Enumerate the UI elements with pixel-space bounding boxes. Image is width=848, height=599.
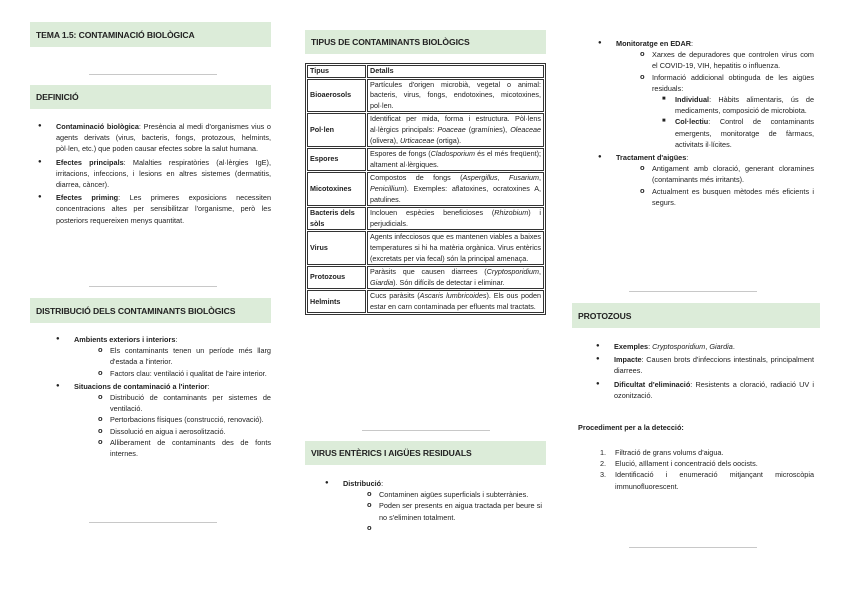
table-row: Bioaerosols Partícules d'origen microbià, vegetal o animal: bacteris, virus, fongs, endotoxines, micotoxines, pol·len. — [307, 79, 544, 113]
table-row: Bacteris dels sòls Inclouen espècies beneficioses (Rhizobium) i perjudicials. — [307, 207, 544, 230]
procediment-steps — [596, 447, 814, 492]
procediment-label: Procediment per a la detecció: — [578, 423, 684, 432]
list-item: ● Dificultat d'eliminació: Resistents a cloració, radiació UV i ozonització. — [596, 379, 814, 401]
list-item: o Poden ser presents en aigua tractada per beure si no s'eliminen totalment. — [361, 500, 542, 522]
protozous-heading: PROTOZOUS — [572, 303, 820, 328]
divider — [362, 430, 490, 431]
list-item: 1. Filtració de grans volums d'aigua. — [600, 448, 724, 457]
definicio-heading: DEFINICIÓ — [30, 85, 271, 109]
table-row: Pol·len Identificat per mida, forma i estructura. Pòl·lens al·lèrgics principals: Poaceae (gramínies), Oleaceae (olivera), Urticaceae (ortiga). — [307, 113, 544, 147]
list-item: ■ Col·lectiu: Control de contaminants emergents, monitoratge de fàrmacs, activitats il·lícites. — [660, 116, 814, 150]
list-item: o Contaminen aigües superficials i subterrànies. — [361, 489, 542, 500]
list-item — [361, 523, 542, 534]
list-item: ● Ambients exteriors i interiors: o Els contaminants tenen un període més llarg d'estada a l'interior. o Factors clau: ventilació i qualitat de l'aire interior. — [56, 334, 271, 379]
list-item: o Actualment es busquen mètodes més eficients i segurs. — [634, 186, 814, 208]
distribucio-list — [56, 334, 271, 461]
divider — [629, 547, 757, 548]
column-header: Tipus — [307, 65, 366, 78]
list-item: o Dissolució en aigua i aerosolització. — [92, 426, 271, 437]
divider — [629, 291, 757, 292]
table-row: Espores Espores de fongs (Cladosporium és el més freqüent); altament al·lèrgiques. — [307, 148, 544, 171]
list-item: ● Contaminació biològica: Presència al medi d'organismes vius o agents derivats (virus, bacteris, fongs, protozous, helmints, pòl·len, etc.) que poden causar efectes sobre la salut humana. — [38, 121, 271, 155]
list-item: ● Distribució: o Contaminen aigües superficials i subterrànies. o Poden ser presents en aigua tractada per beure si no s'eliminen totalment. o — [325, 478, 542, 534]
list-item: o Pertorbacions físiques (construcció, renovació). — [92, 414, 271, 425]
list-item: o Factors clau: ventilació i qualitat de l'aire interior. — [92, 368, 271, 379]
list-item: o Distribució de contaminants per sistemes de ventilació. — [92, 392, 271, 414]
column-header: Detalls — [367, 65, 544, 78]
table-row: Protozous Paràsits que causen diarrees (Cryptosporidium, Giardia). Són difícils de detectar i eliminar. — [307, 266, 544, 289]
list-item: 3. Identificació i enumeració mitjançant microscòpia immunofluorescent. — [600, 470, 814, 491]
divider — [89, 286, 217, 287]
list-item: o Els contaminants tenen un període més llarg d'estada a l'interior. — [92, 345, 271, 367]
list-item: ● Situacions de contaminació a l'interior: o Distribució de contaminants per sistemes de ventilació. o Pertorbacions físiques (construcció, renovació). o Dissolució en aigua i aerosolització. o Alliberament de contaminants des de fonts internes. — [56, 381, 271, 459]
list-item: ● Efectes priming: Les primeres exposicions necessiten concentracions altes per sensibilitzar l'organisme, però les posteriors requereixen menys quantitat. — [38, 192, 271, 226]
monitoratge-list — [598, 38, 814, 210]
table-row: Helmints Cucs paràsits (Ascaris lumbricoides). Els ous poden estar en carn contaminada per efluents mal tractats. — [307, 290, 544, 313]
page-title: TEMA 1.5: CONTAMINACIÓ BIOLÒGICA — [30, 22, 271, 47]
tipus-heading: TIPUS DE CONTAMINANTS BIOLÒGICS — [305, 30, 546, 54]
list-item: ● Exemples: Cryptosporidium, Giardia. — [596, 341, 814, 352]
table-row: Micotoxines Compostos de fongs (Aspergillus, Fusarium, Penicillium). Exemples: aflatoxines, ocratoxines A, patulines. — [307, 172, 544, 206]
divider — [89, 522, 217, 523]
list-item: ● Tractament d'aigües: o Antigament amb cloració, generant cloramines (contaminants més irritants). o Actualment es busquen mètodes més eficients i segurs. — [598, 152, 814, 208]
table-header-row — [307, 65, 544, 78]
list-item: ● Monitoratge en EDAR: o Xarxes de depuradores que controlen virus com el COVID-19, VIH, hepatitis o influenza. o Informació addicional obtinguda de les aigües residuals: ■ Individual: Hàbits alimentaris, ús de medicaments, composició de microbiota. ■ Col·lectiu: Control de contaminants emergents, monitoratge de fàrmacs, activitats il·lícites. — [598, 38, 814, 150]
list-item: ● Efectes principals: Malalties respiratòries (al·lèrgies IgE), irritacions, infeccions, i lesions en altres sistemes (dermatitis, diarrea, càncer). — [38, 157, 271, 191]
list-item: o Antigament amb cloració, generant cloramines (contaminants més irritants). — [634, 163, 814, 185]
list-item: ■ Individual: Hàbits alimentaris, ús de medicaments, composició de microbiota. — [660, 94, 814, 116]
divider — [89, 74, 217, 75]
protozous-list — [596, 341, 814, 403]
definicio-list — [38, 121, 271, 228]
contaminants-table — [305, 63, 546, 315]
list-item: o Alliberament de contaminants des de fonts internes. — [92, 437, 271, 459]
list-item: o Xarxes de depuradores que controlen virus com el COVID-19, VIH, hepatitis o influenza. — [634, 49, 814, 71]
distribucio-heading: DISTRIBUCIÓ DELS CONTAMINANTS BIOLÒGICS — [30, 298, 271, 323]
list-item: o Informació addicional obtinguda de les aigües residuals: ■ Individual: Hàbits alimentaris, ús de medicaments, composició de microbiota. ■ Col·lectiu: Control de contaminants emergents, monitoratge de fàrmacs, activitats il·lícites. — [634, 72, 814, 150]
virus-heading: VIRUS ENTÈRICS I AIGÜES RESIDUALS — [305, 441, 546, 465]
list-item: 2. Elució, aïllament i concentració dels oocists. — [600, 459, 758, 469]
list-item: ● Impacte: Causen brots d'infeccions intestinals, principalment diarrees. — [596, 354, 814, 376]
table-row: Virus Agents infecciosos que es mantenen viables a baixes temperatures si hi ha matèria orgànica. Virus entèrics (excretats per via fecal) són la principal amenaça. — [307, 231, 544, 265]
virus-list — [325, 478, 542, 536]
